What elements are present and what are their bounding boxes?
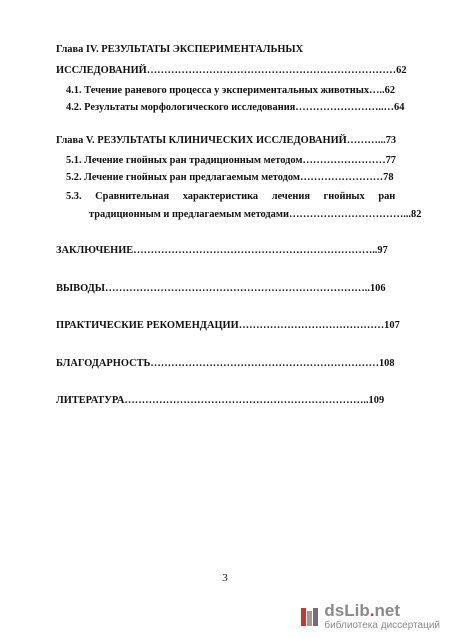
toc-item-5-3-cont: традиционным и предлагаемым методами……………………………...82 [89,209,422,220]
toc-item-5-1: 5.1. Лечение гнойных ран традиционным методом……………………77 [66,155,396,166]
toc-item-5-3: 5.3. Сравнительная характеристика лечения гнойных ран [66,191,396,202]
toc-chapter-4-title: Глава IV. РЕЗУЛЬТАТЫ ЭКСПЕРИМЕНТАЛЬНЫХ [56,44,304,55]
toc-references: ЛИТЕРАТУРА……………………………………………………………..109 [56,395,385,406]
dslib-logo-icon [300,606,320,628]
toc-item-4-1: 4.1. Течение раневого процесса у экспериментальных животных…..62 [66,85,396,96]
toc-findings: ВЫВОДЫ…………………………………………………………………..106 [56,283,386,294]
toc-conclusion: ЗАКЛЮЧЕНИЕ……………………………………………………………..97 [56,245,388,256]
dslib-watermark [300,602,440,631]
toc-acknowledgements: БЛАГОДАРНОСТЬ…………………………………………………………108 [56,358,395,369]
toc-chapter-5-title: Глава V. РЕЗУЛЬТАТЫ КЛИНИЧЕСКИХ ИССЛЕДОВАНИЙ………...73 [56,135,397,146]
watermark-subtitle: библиотека диссертаций [324,620,440,631]
watermark-brand: dsLib.net [324,601,400,620]
toc-item-4-2: 4.2. Результаты морфологического исследования……………………..…64 [66,102,405,113]
page-number: 3 [222,572,228,584]
watermark-text [324,602,440,631]
toc-chapter-4-title-cont: ИССЛЕДОВАНИЙ………………………………………………………………62 [56,65,407,76]
toc-practical-recommendations: ПРАКТИЧЕСКИЕ РЕКОМЕНДАЦИИ……………………………………107 [56,320,400,331]
toc-item-5-2: 5.2. Лечение гнойных ран предлагаемым методом……………………78 [66,172,394,183]
